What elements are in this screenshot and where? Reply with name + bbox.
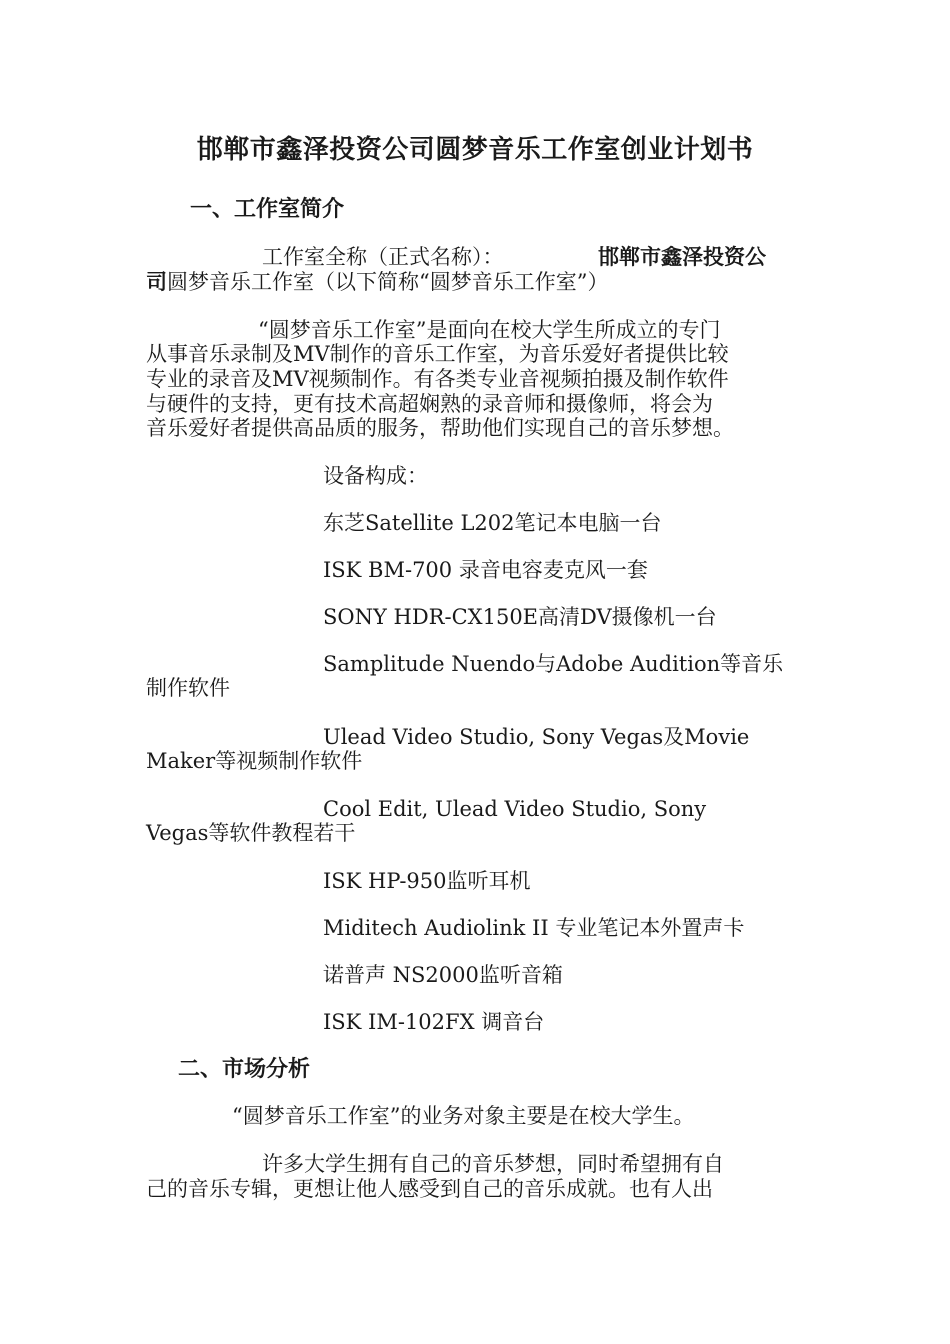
market-paragraph-line: 己的音乐专辑，更想让他人感受到自己的音乐成就。也有人出: [146, 1177, 713, 1201]
intro-line: 专业的录音及MV视频制作。有各类专业音视频拍摄及制作软件: [146, 367, 729, 391]
equipment-item-first-line: Ulead Video Studio, Sony Vegas及Movie: [323, 725, 750, 749]
equipment-item: ISK IM-102FX 调音台: [323, 1010, 545, 1034]
equipment-item-wrapped: [146, 725, 816, 773]
fullname-bold-part1: 邯郸市鑫泽投资公: [598, 245, 766, 269]
equipment-item-continuation: 制作软件: [146, 676, 230, 700]
equipment-item: Miditech Audiolink II 专业笔记本外置声卡: [323, 916, 745, 940]
document-title: 邯郸市鑫泽投资公司圆梦音乐工作室创业计划书: [196, 135, 754, 165]
fullname-rest: 圆梦音乐工作室（以下简称“圆梦音乐工作室”）: [167, 270, 609, 294]
intro-line: 音乐爱好者提供高品质的服务，帮助他们实现自己的音乐梦想。: [146, 416, 734, 440]
equipment-item-continuation: Vegas等软件教程若干: [146, 821, 356, 845]
fullname-label: 工作室全称（正式名称）：: [262, 245, 504, 269]
equipment-item: 东芝Satellite L202笔记本电脑一台: [323, 511, 662, 535]
equipment-item-first-line: Samplitude Nuendo与Adobe Audition等音乐: [323, 652, 784, 676]
equipment-item-continuation: Maker等视频制作软件: [146, 749, 363, 773]
equipment-item-wrapped: [146, 652, 816, 700]
fullname-bold-part2: 司: [146, 270, 167, 294]
market-paragraph-line: 许多大学生拥有自己的音乐梦想，同时希望拥有自: [262, 1152, 724, 1176]
intro-line: 与硬件的支持，更有技术高超娴熟的录音师和摄像师，将会为: [146, 392, 713, 416]
equipment-item: SONY HDR-CX150E高清DV摄像机一台: [323, 605, 717, 629]
equipment-item-first-line: Cool Edit, Ulead Video Studio, Sony: [323, 797, 707, 821]
equipment-label: 设备构成：: [323, 464, 428, 488]
section-heading-intro: 一、工作室简介: [190, 197, 345, 222]
intro-line: 从事音乐录制及MV制作的音乐工作室，为音乐爱好者提供比较: [146, 342, 729, 366]
equipment-item-wrapped: [146, 797, 816, 845]
intro-line: “圆梦音乐工作室”是面向在校大学生所成立的专门: [258, 318, 721, 342]
equipment-item: 诺普声 NS2000监听音箱: [323, 963, 563, 987]
market-paragraph: “圆梦音乐工作室”的业务对象主要是在校大学生。: [232, 1104, 695, 1128]
fullname-line2: [146, 270, 608, 294]
equipment-item: ISK HP-950监听耳机: [323, 869, 531, 893]
equipment-item: ISK BM-700 录音电容麦克风一套: [323, 558, 648, 582]
section-heading-market: 二、市场分析: [178, 1057, 311, 1082]
